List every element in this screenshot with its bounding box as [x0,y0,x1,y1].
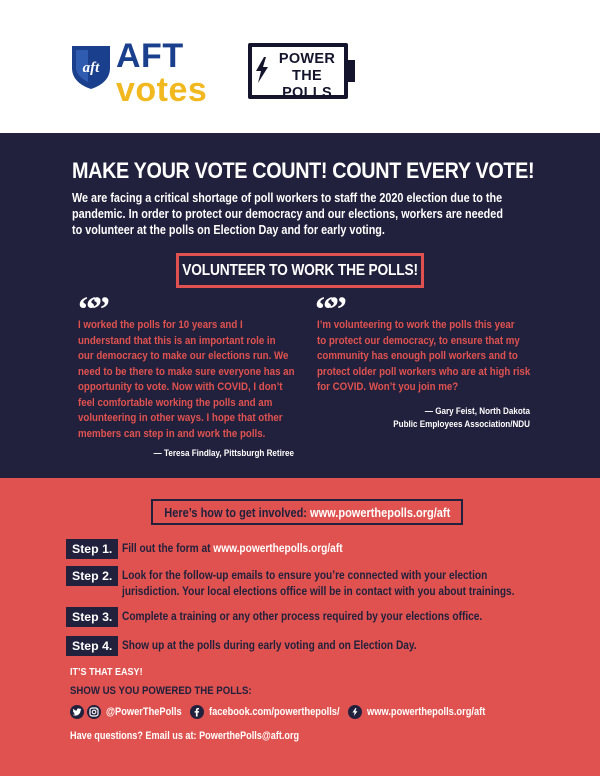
get-involved-text [164,505,450,520]
aft-shield-icon [70,42,112,90]
quote-line: feel comfortable working the polls and am [78,396,273,409]
quote-line: protect older poll workers who are at high risk [317,365,531,378]
quote-text-2 [317,318,549,396]
step-1-link[interactable]: www.powerthepolls.org/aft [213,541,343,555]
quote-mark-icon: “” [78,289,106,329]
attribution-line: — Teresa Findlay, Pittsburgh Retiree [153,448,294,458]
step-badge: Step 1. [66,539,118,559]
step-text: Complete a training or any other process required by your elections office. [122,609,483,623]
quote-line: opportunity to vote. Now with COVID, I don’t [78,381,283,393]
twitter-icon[interactable] [70,705,84,719]
social-web[interactable] [348,704,505,720]
step-badge: Step 2. [66,566,118,586]
quote-mark-icon: “” [315,289,343,329]
intro-line: We are facing a critical shortage of poll workers to staff the 2020 election due to the [72,191,503,205]
svg-text:aft: aft [82,60,100,76]
quote-line: our democracy to make our elections run. We [78,350,289,362]
votes-word: votes [116,71,208,109]
aft-votes-logo[interactable] [70,38,225,110]
social-facebook[interactable] [190,704,361,720]
step-badge: Step 4. [66,636,118,656]
instagram-handle[interactable]: @PowerThePolls [106,706,182,718]
step-text: Show up at the polls during early voting and on Election Day. [122,638,417,652]
quote-line: for COVID. Won’t you join me? [317,381,459,393]
facebook-icon[interactable] [190,705,204,719]
ptp-logo-text [268,51,346,102]
get-involved-link[interactable]: www.powerthepolls.org/aft [309,504,450,520]
contact-email[interactable]: Have questions? Email us at: PowerthePolls@aft.org [70,730,300,742]
aft-word: AFT [116,37,184,75]
volunteer-label: VOLUNTEER TO WORK THE POLLS! [182,261,418,279]
step-text [122,541,535,557]
volunteer-callout [176,253,424,288]
step-text-line: jurisdiction. Your local elections office will be in contact with you about trainings. [122,583,515,598]
ptp-logo-line1: POWER [278,51,336,67]
battery-nub [348,60,355,82]
quote-line: I worked the polls for 10 years and I [78,319,243,331]
quote-attribution-2 [354,405,530,430]
website-url[interactable]: www.powerthepolls.org/aft [367,706,486,718]
quote-text-1 [78,318,310,442]
power-the-polls-logo[interactable] [248,43,358,99]
quote-line: to protect our democracy, to ensure that my [317,334,520,347]
attribution-line: — Gary Feist, North Dakota [424,406,530,416]
step-text-body: Fill out the form at [122,541,214,555]
quote-line: members can step in and work the polls. [78,427,266,440]
quote-line: volunteering in other ways. I hope that other [78,412,283,424]
intro-line: pandemic. In order to protect our democracy and our elections, workers are needed [72,207,503,221]
quote-attribution-1 [106,447,294,460]
page-title: MAKE YOUR VOTE COUNT! COUNT EVERY VOTE! [72,158,535,183]
quote-line: I’m volunteering to work the polls this year [317,319,515,331]
ptp-logo-line2: THE POLLS [282,68,332,101]
facebook-url[interactable]: facebook.com/powerthepolls/ [209,706,340,718]
easy-tagline: IT’S THAT EASY! [70,666,143,678]
attribution-line: Public Employees Association/NDU [393,418,530,429]
intro-paragraph [72,190,519,238]
step-text-line: Look for the follow-up emails to ensure you’re connected with your election [122,568,488,582]
social-twitter-instagram[interactable] [70,704,194,720]
show-us-heading: SHOW US YOU POWERED THE POLLS: [70,685,252,697]
lightning-bolt-icon [255,57,269,83]
quote-line: need to be there to make sure everyone has an [78,365,295,378]
get-involved-callout [151,499,463,525]
step-badge: Step 3. [66,607,118,627]
quote-line: community has enough poll workers and to [317,350,518,362]
step-text [122,568,535,599]
intro-line: to volunteer at the polls on Election Day and for early voting. [72,223,385,237]
get-involved-label: Here’s how to get involved: [164,504,310,520]
instagram-icon[interactable] [87,705,101,719]
quote-line: understand that this is an important role in [78,334,276,347]
header [0,0,600,133]
web-icon[interactable] [348,705,362,719]
